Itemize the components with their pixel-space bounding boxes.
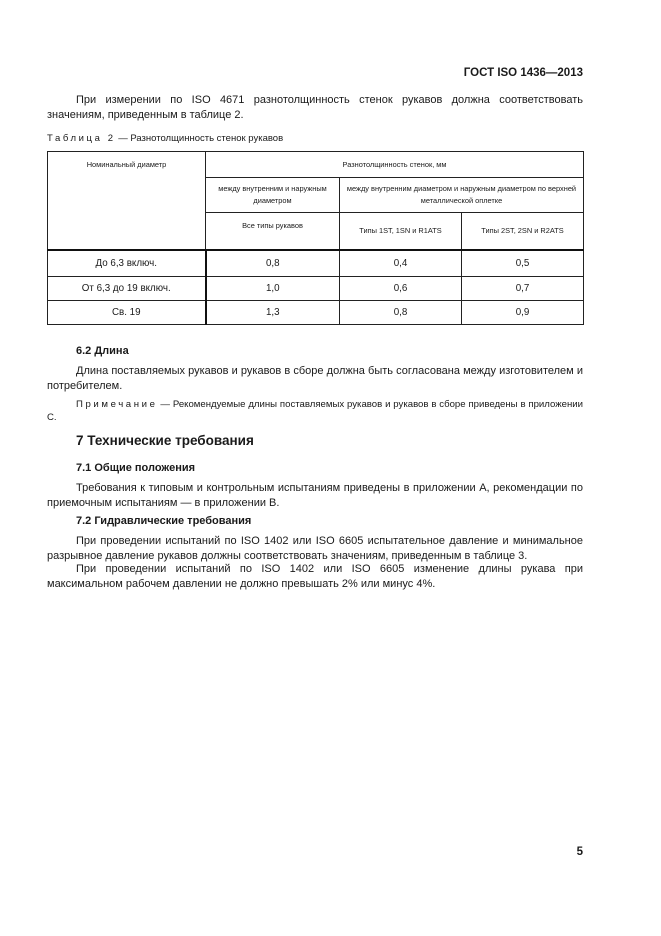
section-6-2-heading: 6.2 Длина [76,345,129,357]
wall-thickness-table [47,151,584,325]
table-caption-title: — Разнотолщинность стенок рукавов [118,133,284,144]
section-7-1-heading: 7.1 Общие положения [76,462,196,474]
cell-types-2: 0,5 [462,250,584,277]
section-6-2-paragraph: Длина поставляемых рукавов и рукавов в сборе должна быть согласована между изготовителем и потребителем. [47,365,583,392]
table-row [48,277,584,301]
cell-all-types: 1,3 [206,301,340,325]
cell-diameter: До 6,3 включ. [48,250,206,277]
note-text: — Рекомендуемые длины поставляемых рукавов и рукавов в сборе приведены в приложении С. [47,399,583,423]
header-nominal-diameter: Номинальный диаметр [48,152,206,250]
header-inner-braid: между внутренним диаметром и наружным диаметром по верхней металлической оплетке [340,178,584,213]
section-7-heading: 7 Технические требования [76,433,254,448]
cell-types-1: 0,6 [340,277,462,301]
section-7-2-paragraph-1: При проведении испытаний по ISO 1402 или ISO 6605 испытательное давление и минимальное разрывное давление рукавов должны соответствовать значениям, приведенным в таблице 3. [47,535,583,562]
table-caption [47,133,283,144]
section-7-1-paragraph: Требования к типовым и контрольным испытаниям приведены в приложении А, рекомендации по приемочным испытаниям — в приложении В. [47,482,583,509]
header-types-2: Типы 2ST, 2SN и R2ATS [462,213,584,250]
table-row [48,301,584,325]
section-7-2-heading: 7.2 Гидравлические требования [76,515,252,527]
cell-all-types: 0,8 [206,250,340,277]
cell-diameter: Св. 19 [48,301,206,325]
intro-paragraph: При измерении по ISO 4671 разнотолщинность стенок рукавов должна соответствовать значениям, приведенным в таблице 2. [47,94,583,121]
table-row [48,250,584,277]
document-header: ГОСТ ISO 1436—2013 [463,67,583,79]
header-inner-outer: между внутренним и наружным диаметром [206,178,340,213]
header-types-1: Типы 1ST, 1SN и R1ATS [340,213,462,250]
cell-types-1: 0,8 [340,301,462,325]
table-caption-label: Таблица 2 [47,133,116,144]
cell-all-types: 1,0 [206,277,340,301]
section-7-2-paragraph-2: При проведении испытаний по ISO 1402 или ISO 6605 изменение длины рукава при максимальном рабочем давлении не должно превышать 2% или минус 4%. [47,563,583,590]
cell-types-1: 0,4 [340,250,462,277]
note-label: Примечание [76,399,158,410]
header-wall-variation: Разнотолщинность стенок, мм [206,152,584,178]
header-all-types: Все типы рукавов [206,213,340,250]
cell-types-2: 0,7 [462,277,584,301]
cell-types-2: 0,9 [462,301,584,325]
page-number: 5 [576,846,583,858]
cell-diameter: От 6,3 до 19 включ. [48,277,206,301]
section-6-2-note [47,398,583,424]
